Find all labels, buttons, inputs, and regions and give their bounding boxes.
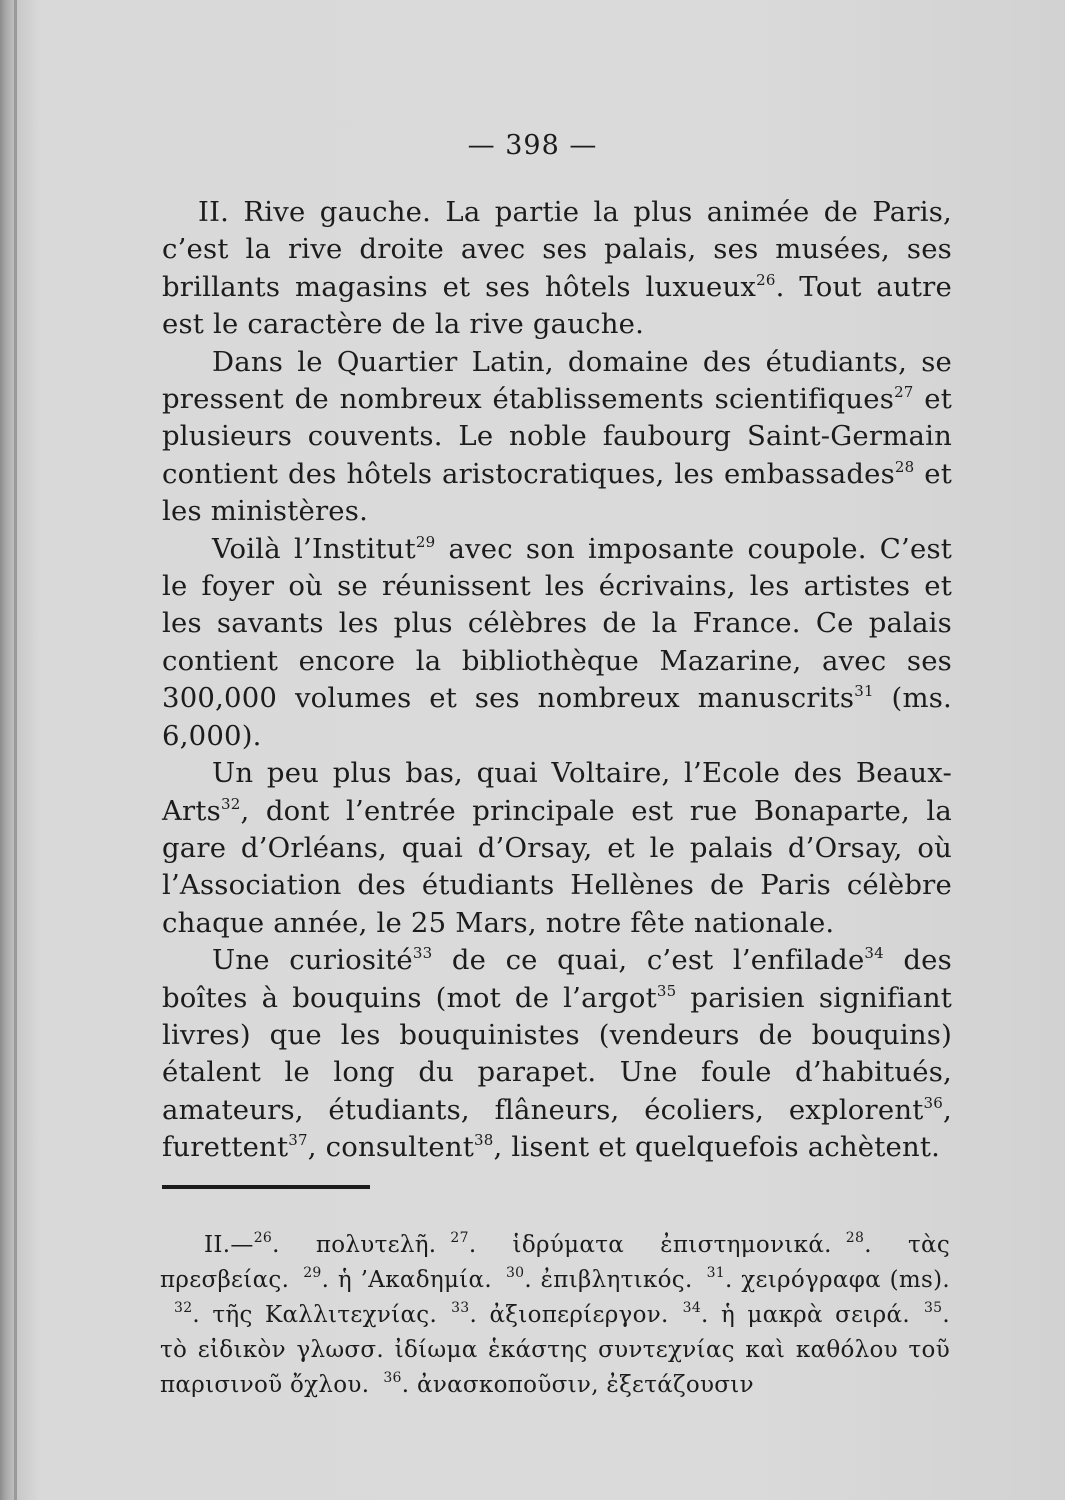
text-run: avec son imposante coupole. C’est le foyer où se réunissent les écrivains, les artistes et les savants les plus célèbres de la France. Ce palais contient encore la bibliothèque Mazarine, avec ses 300,000 volumes et ses nombreux manuscrits	[162, 532, 953, 715]
text-run: de ce quai, c’est l’enfilade	[432, 944, 865, 977]
text-run: et plusieurs couvents. Le noble faubourg Saint-Germain contient des hôtels aristocratiques, les embassades	[162, 383, 952, 490]
footnote-number: 33	[451, 1300, 470, 1316]
footnote-number: 30	[505, 1265, 525, 1281]
footnote-text: . τὰς πρεσβείας.	[160, 1232, 950, 1293]
footnote-number: 27	[450, 1230, 469, 1246]
footnote-ref: 38	[474, 1131, 494, 1150]
footnote-ref: 35	[656, 981, 677, 1000]
footnote-text: . τὸ εἰδικὸν γλωσσ. ἰδίωμα ἑκάστης συντεχνίας καὶ καθόλου τοῦ παρισινοῦ ὄχλου.	[160, 1302, 950, 1398]
footnote-text: . χειρόγραφα (ms).	[724, 1267, 950, 1293]
footnote-number: 32	[174, 1300, 193, 1316]
footnote-number: 35	[923, 1300, 943, 1316]
footnote-number: 34	[682, 1300, 702, 1316]
text-run: , lisent et quelquefois achètent.	[493, 1131, 941, 1164]
footnote-text: . ἱδρύματα ἐπιστημονικά.	[468, 1232, 832, 1258]
footnote-number: 31	[706, 1265, 725, 1281]
footnote-text: . ἐπιβλητικός.	[524, 1267, 693, 1293]
text-run: . Tout autre est le caractère de la rive gauche.	[162, 270, 952, 341]
text-run: , furettent	[162, 1093, 952, 1164]
text-run: Dans le Quartier Latin, domaine des étudiants, se pressent de nombreux établissements scientifiques	[162, 345, 952, 416]
footnote-ref: 29	[415, 532, 436, 551]
footnote-text: . τῆς Καλλιτεχνίας.	[192, 1302, 438, 1328]
text-run: des boîtes à bouquins (mot de l’argot	[162, 944, 952, 1014]
text-run: et les ministères.	[162, 457, 952, 528]
footnote-paragraph	[160, 1228, 950, 1403]
main-text	[162, 194, 952, 1167]
text-run: , dont l’entrée principale est rue Bonaparte, la gare d’Orléans, quai d’Orsay, et le palais d’Orsay, où l’Association des étudiants Hellènes de Paris célèbre chaque année, le 25 Mars, notre fête nationale.	[162, 794, 952, 939]
paragraph-2	[162, 344, 952, 531]
footnote-ref: 32	[220, 794, 241, 813]
footnote-number: 36	[383, 1370, 402, 1386]
footnote-text: . ἀνασκοποῦσιν, ἐξετάζουσιν	[401, 1372, 754, 1398]
footnote-lead: II.—	[204, 1232, 254, 1258]
text-run: La partie la plus animée de Paris, c’est la rive droite avec ses palais, ses musées, ses brillants magasins et ses hôtels luxueux	[162, 196, 953, 303]
page-number: — 398 —	[467, 130, 598, 161]
footnote-ref: 26	[756, 270, 776, 289]
text-run: (ms. 6,000).	[162, 682, 952, 752]
paragraph-1	[162, 194, 952, 344]
paragraph-5	[162, 942, 952, 1166]
footnote-ref: 33	[412, 944, 433, 963]
footnote-number: 28	[845, 1230, 865, 1246]
text-run: , consultent	[307, 1131, 475, 1164]
footnote-ref: 34	[864, 944, 884, 963]
footnote-ref: 28	[894, 457, 915, 476]
text-run: Voilà l’Institut	[212, 532, 416, 565]
footnote-text: . ἀξιοπερίεργον.	[469, 1302, 669, 1328]
footnote-text: . ἡ μακρὰ σειρά.	[701, 1302, 910, 1328]
footnote-separator	[162, 1185, 370, 1189]
footnote-number: 26	[253, 1230, 273, 1246]
footnote-ref: 37	[288, 1131, 308, 1150]
paragraph-3	[162, 531, 952, 755]
footnote-number: 29	[303, 1265, 322, 1281]
footnote-text: . ἡ ’Ακαδημία.	[321, 1267, 492, 1293]
text-run: Une curiosité	[212, 944, 413, 977]
footnote-ref: 36	[923, 1093, 944, 1112]
footnote-ref: 31	[854, 682, 874, 701]
section-heading: II. Rive gauche.	[198, 196, 432, 228]
footnote-ref: 27	[894, 383, 914, 402]
paragraph-4	[162, 755, 952, 942]
text-run: parisien signifiant livres) que les bouquinistes (vendeurs de bouquins) étalent le long du parapet. Une foule d’habitués, amateurs, étudiants, flâneurs, écoliers, explorent	[162, 981, 952, 1126]
footnote-text: . πολυτελῆ.	[272, 1232, 437, 1258]
text-run: Un peu plus bas, quai Voltaire, l’Ecole des Beaux-Arts	[162, 757, 952, 827]
footnotes	[160, 1228, 950, 1403]
